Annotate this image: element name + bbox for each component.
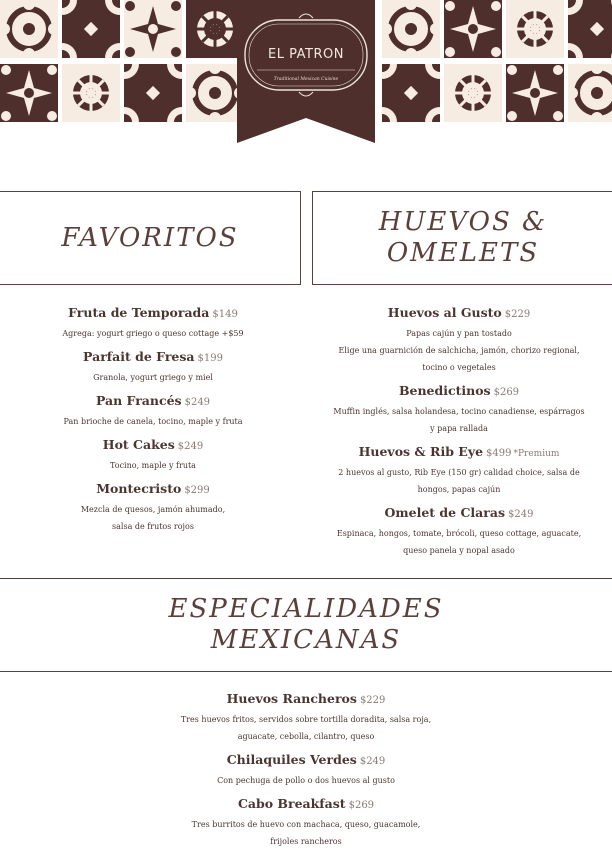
menu-item-heading	[0, 749, 612, 772]
menu-list-huevos	[306, 302, 612, 563]
brand-name: EL PATRON	[268, 47, 344, 62]
talavera-tile-icon	[444, 64, 502, 122]
menu-item-description: Pan brioche de canela, tocino, maple y fruta	[63, 417, 243, 426]
menu-item-name: Benedictinos	[398, 383, 491, 398]
menu-item-description: Granola, yogurt griego y miel	[93, 373, 213, 382]
menu-item-heading	[306, 441, 612, 464]
menu-item-description: Elige una guarnición de salchicha, jamón, chorizo regional,	[338, 346, 580, 355]
menu-item	[0, 478, 306, 535]
menu-item-name: Pan Francés	[95, 393, 182, 408]
menu-item-heading	[0, 434, 306, 457]
menu-item-heading	[0, 302, 306, 325]
section-title-line1: ESPECIALIDADES	[168, 594, 444, 625]
menu-item-heading	[0, 688, 612, 711]
menu-item-description: Tocino, maple y fruta	[110, 461, 196, 470]
section-title: FAVORITOS	[61, 222, 239, 253]
menu-item-name: Chilaquiles Verdes	[226, 752, 357, 767]
logo-banner	[237, 0, 375, 143]
menu-item-description: Espinaca, hongos, tomate, brócoli, queso cottage, aguacate,	[336, 529, 582, 538]
menu-item-price: $229	[359, 695, 386, 706]
talavera-tile-icon	[186, 64, 244, 122]
menu-item-price: $249	[177, 441, 204, 452]
menu-item-name: Huevos & Rib Eye	[358, 444, 484, 459]
talavera-tile-icon	[506, 64, 564, 122]
menu-item-description: hongos, papas cajún	[417, 485, 501, 494]
menu-item-description: Mezcla de quesos, jamón ahumado,	[80, 505, 226, 514]
menu-item	[306, 380, 612, 437]
menu-item	[0, 749, 612, 789]
menu-item-price: $249	[184, 397, 211, 408]
menu-item-description: y papa rallada	[430, 424, 488, 433]
menu-item-price: $269	[493, 387, 520, 398]
menu-item-name: Fruta de Temporada	[68, 305, 210, 320]
menu-item-name: Hot Cakes	[102, 437, 175, 452]
menu-item-description: Tres huevos fritos, servidos sobre tortilla doradita, salsa roja,	[180, 715, 432, 724]
menu-item-heading	[306, 380, 612, 403]
section-header-favoritos	[0, 191, 301, 285]
menu-item-description: 2 huevos al gusto, Rib Eye (150 gr) calidad choice, salsa de	[338, 468, 580, 477]
talavera-tile-icon	[444, 0, 502, 58]
menu-item-price: $499	[486, 448, 512, 459]
menu-item-price: $149	[212, 309, 238, 320]
talavera-tile-icon	[124, 0, 182, 58]
menu-item-description: tocino o vegetales	[422, 363, 496, 372]
menu-item-heading	[0, 478, 306, 501]
section-header-especialidades	[0, 578, 612, 672]
tile-pattern-right	[382, 0, 612, 128]
banner-ribbon-icon	[237, 0, 375, 143]
menu-item-name: Parfait de Fresa	[83, 349, 195, 364]
menu-list-especialidades	[0, 688, 612, 852]
menu-item-name: Omelet de Claras	[384, 505, 505, 520]
menu-item	[0, 688, 612, 745]
talavera-tile-icon	[62, 64, 120, 122]
menu-item-price: $269	[348, 800, 375, 811]
talavera-tile-icon	[506, 0, 564, 58]
talavera-tile-icon	[0, 0, 58, 58]
talavera-tile-icon	[186, 0, 244, 58]
menu-item-price: $299	[184, 485, 210, 496]
menu-item	[0, 390, 306, 430]
menu-item-description: salsa de frutos rojos	[112, 522, 194, 531]
section-title-line2: MEXICANAS	[210, 625, 402, 655]
menu-item-heading	[306, 302, 612, 325]
menu-item-price: $199	[197, 353, 223, 364]
menu-list-favoritos	[0, 302, 306, 539]
menu-item-price: $249	[508, 509, 534, 520]
menu-item-name: Montecristo	[96, 481, 182, 496]
tile-pattern-left	[0, 0, 244, 128]
section-title-line2: OMELETS	[386, 238, 540, 268]
menu-item-name: Huevos Rancheros	[226, 691, 357, 706]
menu-item-heading	[0, 390, 306, 413]
menu-item-description: aguacate, cebolla, cilantro, queso	[237, 732, 375, 741]
menu-item	[0, 434, 306, 474]
menu-item-name: Huevos al Gusto	[387, 305, 502, 320]
talavera-tile-icon	[382, 64, 440, 122]
talavera-tile-icon	[568, 64, 612, 122]
menu-item	[0, 793, 612, 850]
menu-item-description: Con pechuga de pollo o dos huevos al gusto	[217, 776, 395, 785]
talavera-tile-icon	[124, 64, 182, 122]
menu-item	[306, 441, 612, 498]
menu-item-description: Muffin inglés, salsa holandesa, tocino canadiense, espárragos	[333, 407, 585, 416]
menu-item-note: *Premium	[513, 449, 560, 459]
menu-item-description: queso panela y nopal asado	[403, 546, 515, 555]
menu-item-description: frijoles rancheros	[270, 837, 342, 846]
menu-item-heading	[0, 793, 612, 816]
talavera-tile-icon	[0, 64, 58, 122]
talavera-tile-icon	[568, 0, 612, 58]
menu-item-price: $249	[359, 756, 386, 767]
talavera-tile-icon	[382, 0, 440, 58]
menu-item	[306, 302, 612, 376]
talavera-tile-icon	[62, 0, 120, 58]
menu-item-name: Cabo Breakfast	[237, 796, 346, 811]
menu-item-description: Tres burritos de huevo con machaca, queso, guacamole,	[191, 820, 421, 829]
brand-tagline: Traditional Mexican Cuisine	[273, 77, 339, 82]
menu-item-heading	[0, 346, 306, 369]
menu-item-heading	[306, 502, 612, 525]
menu-item	[306, 502, 612, 559]
section-header-huevos	[312, 191, 612, 285]
menu-item-price: $229	[504, 309, 531, 320]
menu-item	[0, 346, 306, 386]
menu-item-description: Agrega: yogurt griego o queso cottage +$59	[62, 329, 244, 338]
section-title-line1: HUEVOS &	[378, 207, 548, 238]
menu-item	[0, 302, 306, 342]
menu-item-description: Papas cajún y pan tostado	[406, 329, 512, 338]
